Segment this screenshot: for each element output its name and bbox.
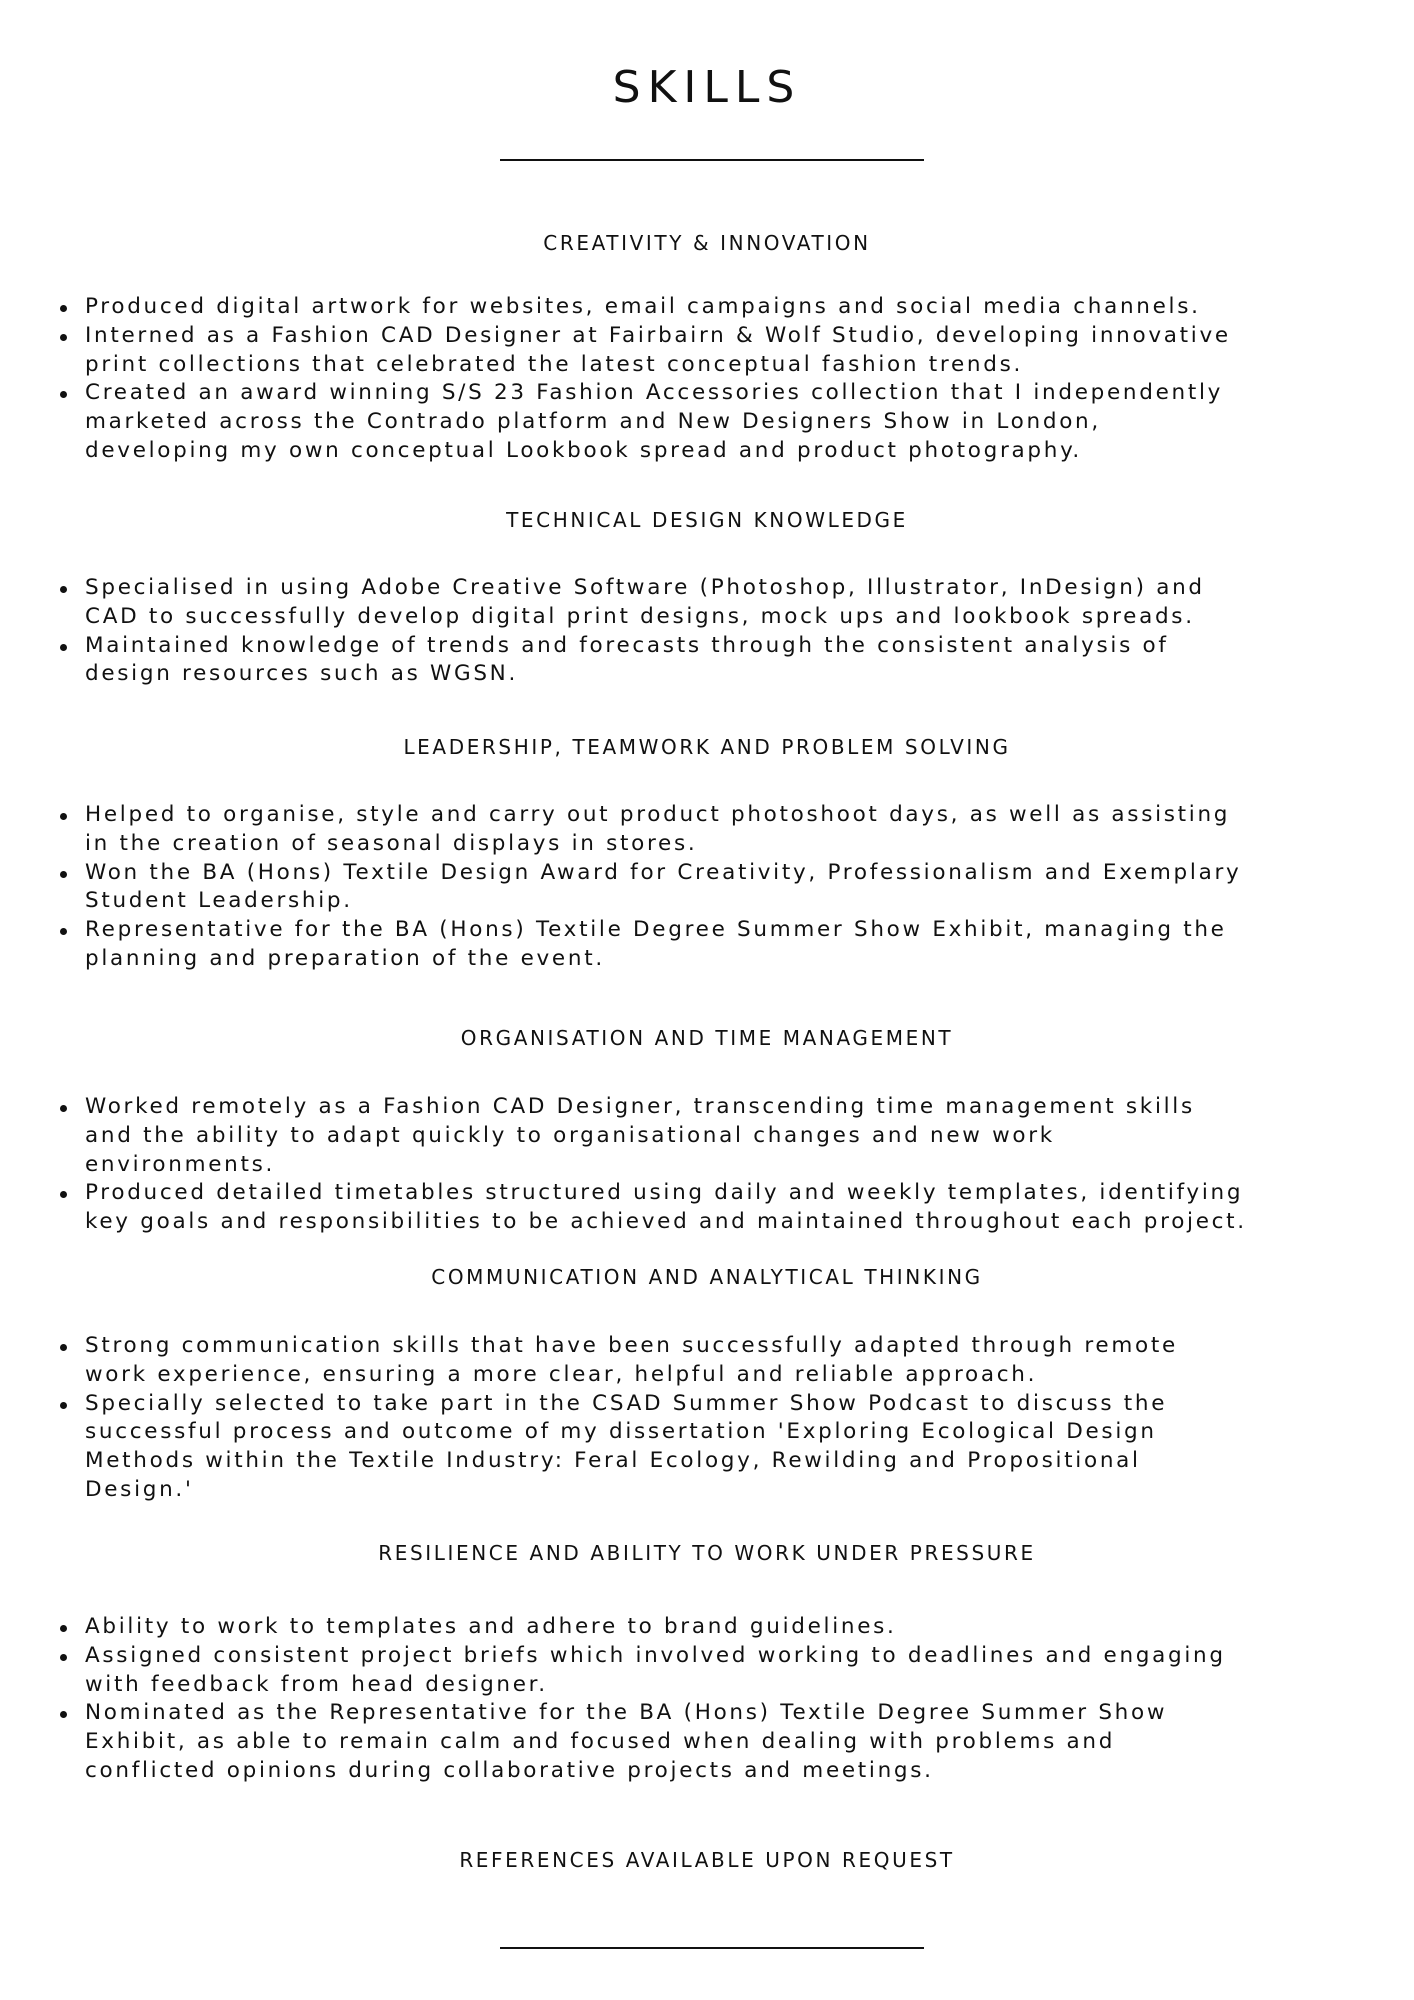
bullet-item [85,379,1395,465]
bullet-list [85,1332,1395,1505]
bullet-line: developing my own conceptual Lookbook spread and product photography. [85,437,1082,463]
bullet-line: Representative for the BA (Hons) Textile Degree Summer Show Exhibit, managing the [85,917,1227,943]
bullet-line: Exhibit, as able to remain calm and focused when dealing with problems and [85,1729,1116,1755]
bullet-line: Worked remotely as a Fashion CAD Designer, transcending time management skills [85,1094,1195,1119]
bullet-line: Maintained knowledge of trends and forecasts through the consistent analysis of [85,632,1169,658]
bullet-list [85,801,1395,974]
bullet-line: Created an award winning S/S 23 Fashion Accessories collection that I independently [85,380,1224,406]
bullet-line: Produced detailed timetables structured using daily and weekly templates, identifying [85,1180,1244,1206]
bullet-list [85,1093,1395,1237]
bullet-item [85,1699,1395,1785]
bullet-line: marketed across the Contrado platform and New Designers Show in London, [85,409,1101,435]
bullet-line: Interned as a Fashion CAD Designer at Fairbairn & Wolf Studio, developing innovative [85,322,1231,348]
bullet-line: and the ability to adapt quickly to organisational changes and new work [85,1122,1055,1148]
bullet-item [85,293,1395,322]
bullet-item [85,632,1395,690]
references-note: REFERENCES AVAILABLE UPON REQUEST [459,1848,955,1872]
section-heading-organisation-and-time-management: ORGANISATION AND TIME MANAGEMENT [460,1026,954,1050]
bullet-line: Design.' [85,1476,194,1502]
section-heading-communication-and-analytical-thinking: COMMUNICATION AND ANALYTICAL THINKING [431,1265,983,1289]
bullet-item [85,801,1395,859]
bullet-item [85,859,1395,917]
section-heading-technical-design-knowledge: TECHNICAL DESIGN KNOWLEDGE [506,508,908,532]
bullet-line: planning and preparation of the event. [85,945,605,971]
bullet-line: print collections that celebrated the latest conceptual fashion trends. [85,351,1024,377]
section-heading-leadership-teamwork-and-problem-solving: LEADERSHIP, TEAMWORK AND PROBLEM SOLVING [403,735,1011,759]
bullet-item [85,1093,1395,1179]
bullet-line: Nominated as the Representative for the BA (Hons) Textile Degree Summer Show [85,1700,1168,1726]
bullet-line: Won the BA (Hons) Textile Design Award for Creativity, Professionalism and Exemplary [85,859,1242,885]
bullet-line: with feedback from head designer. [85,1671,548,1697]
bullet-item [85,1642,1395,1700]
bullet-item [85,1613,1395,1642]
page-title: SKILLS [612,62,802,113]
bullet-line: Assigned consistent project briefs which involved working to deadlines and engaging [85,1642,1226,1668]
bullet-item [85,916,1395,974]
section-heading-resilience-and-ability-to-work-under-pressure: RESILIENCE AND ABILITY TO WORK UNDER PRESSURE [378,1541,1036,1565]
title-divider [500,159,924,161]
bullet-item [85,1332,1395,1390]
bullet-line: environments. [85,1151,276,1177]
bullet-line: successful process and outcome of my dissertation 'Exploring Ecological Design [85,1419,1157,1445]
bullet-item [85,574,1395,632]
bullet-item [85,1179,1395,1237]
bullet-list [85,293,1395,466]
bullet-list [85,1613,1395,1786]
bullet-line: CAD to successfully develop digital print designs, mock ups and lookbook spreads. [85,603,1195,629]
bullet-line: Methods within the Textile Industry: Feral Ecology, Rewilding and Propositional [85,1448,1141,1474]
bullet-line: work experience, ensuring a more clear, helpful and reliable approach. [85,1361,1038,1387]
bullet-item [85,322,1395,380]
bullet-line: Specialised in using Adobe Creative Software (Photoshop, Illustrator, InDesign) and [85,575,1205,600]
bullet-line: Strong communication skills that have been successfully adapted through remote [85,1333,1178,1358]
bullet-line: Ability to work to templates and adhere to brand guidelines. [85,1614,897,1639]
bullet-item [85,1390,1395,1505]
bullet-line: key goals and responsibilities to be achieved and maintained throughout each project. [85,1209,1247,1235]
bullet-line: Student Leadership. [85,888,353,914]
bullet-line: in the creation of seasonal displays in stores. [85,830,698,856]
footer-divider [500,1947,924,1949]
bullet-line: design resources such as WGSN. [85,661,518,687]
bullet-list [85,574,1395,689]
bullet-line: Specially selected to take part in the CSAD Summer Show Podcast to discuss the [85,1390,1168,1416]
bullet-line: conflicted opinions during collaborative projects and meetings. [85,1757,934,1783]
bullet-line: Produced digital artwork for websites, email campaigns and social media channels. [85,294,1201,319]
bullet-line: Helped to organise, style and carry out product photoshoot days, as well as assisting [85,802,1231,827]
section-heading-creativity-innovation: CREATIVITY & INNOVATION [543,231,871,255]
